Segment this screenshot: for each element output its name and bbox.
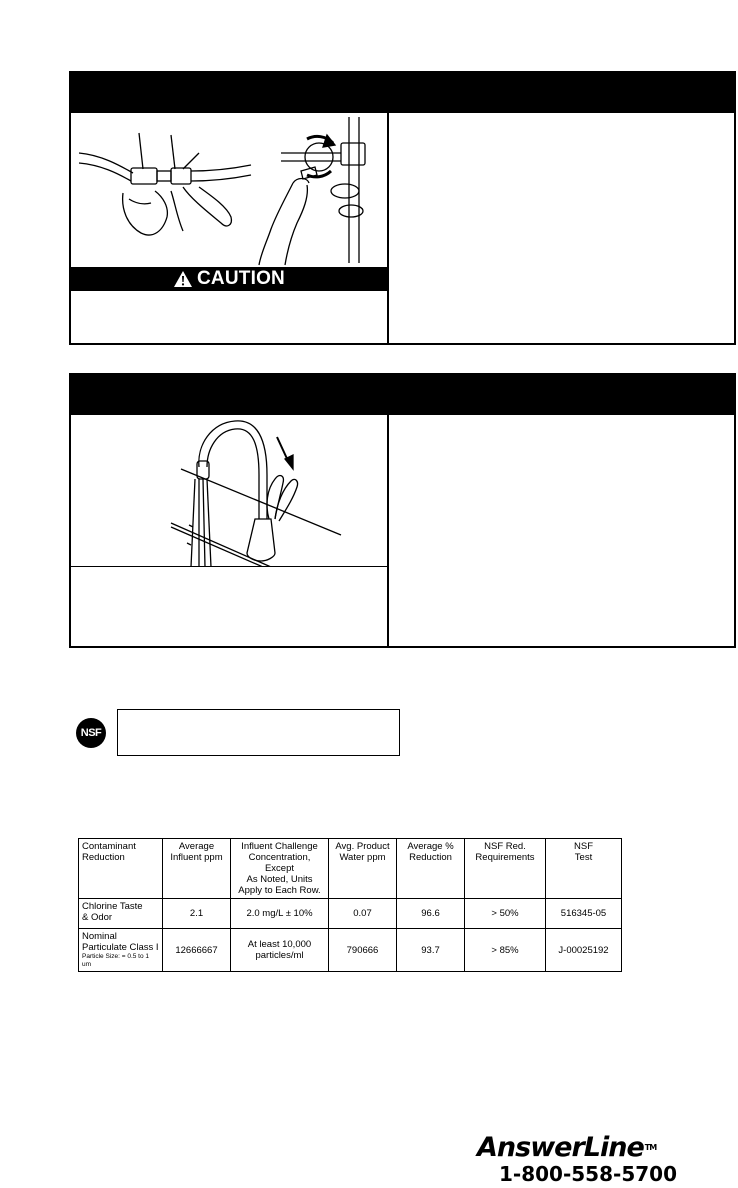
illustration-faucet-lever [71,415,387,567]
header-average-influent: Average Influent ppm [163,839,231,899]
panel-body [71,415,734,646]
cell-influent: 12666667 [163,929,231,972]
header-product-water: Avg. Product Water ppm [329,839,397,899]
brand-logo-text: AnswerLine™ [477,1132,657,1163]
answerline-brand [477,1133,677,1185]
cell-product: 0.07 [329,899,397,929]
panel-header-bar [71,73,734,113]
cell-challenge: At least 10,000 particles/ml [231,929,329,972]
nsf-logo: NSF [76,718,106,748]
panel-header-bar [71,375,734,415]
cell-contaminant: Nominal Particulate Class I Particle Size: = 0.5 to 1 um [79,929,163,972]
cell-product: 790666 [329,929,397,972]
particle-size-note: Particle Size: = 0.5 to 1 um [82,953,150,968]
step-panel-faucet [69,373,736,648]
cell-test: 516345-05 [546,899,622,929]
panel-section-line [71,566,387,567]
caution-label: CAUTION [197,268,285,289]
cell-reduction: 96.6 [397,899,465,929]
cell-requirement: > 85% [465,929,546,972]
header-influent-challenge: Influent Challenge Concentration, Except As Noted, Units Apply to Each Row. [231,839,329,899]
cell-reduction: 93.7 [397,929,465,972]
cell-contaminant: Chlorine Taste & Odor [79,899,163,929]
illustration-connect-fitting [71,113,387,267]
nsf-certification-box [117,709,400,756]
panel-column-divider [387,113,389,343]
cell-test: J-00025192 [546,929,622,972]
header-average-reduction: Average % Reduction [397,839,465,899]
support-phone: 1-800-558-5700 [499,1162,677,1186]
header-nsf-requirements: NSF Red. Requirements [465,839,546,899]
header-nsf-test: NSF Test [546,839,622,899]
caution-banner [71,267,387,291]
header-contaminant: Contaminant Reduction [79,839,163,899]
cell-challenge: 2.0 mg/L ± 10% [231,899,329,929]
table-row [79,929,622,972]
panel-body [71,113,734,343]
performance-data-table [78,838,622,972]
warning-triangle-icon [173,270,193,288]
table-row [79,899,622,929]
table-header-row [79,839,622,899]
panel-column-divider [387,415,389,646]
cell-influent: 2.1 [163,899,231,929]
step-panel-connection [69,71,736,345]
cell-requirement: > 50% [465,899,546,929]
